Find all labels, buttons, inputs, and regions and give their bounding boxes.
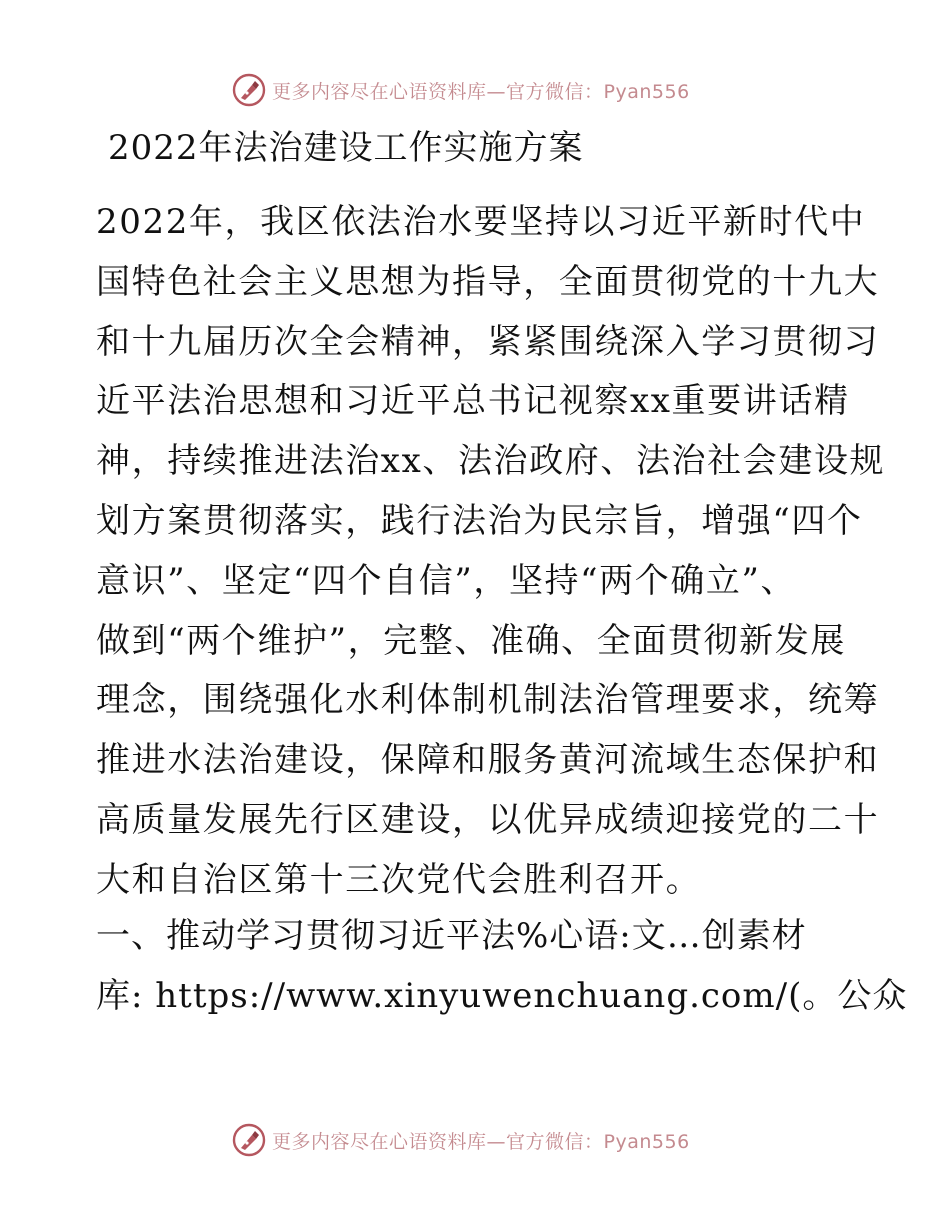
paragraph-line: 理念，围绕强化水利体制机制法治管理要求，统筹 [96,680,880,721]
intro-paragraph [96,193,886,911]
paragraph-line: 大和自治区第十三次党代会胜利召开。 [96,859,702,900]
paragraph-line: 国特色社会主义思想为指导，全面贯彻党的十九大 [96,261,880,302]
paragraph-line: 神，持续推进法治xx、法治政府、法治社会建设规 [96,441,886,482]
paragraph-line: 2022年，我区依法治水要坚持以习近平新时代中 [96,202,866,242]
document-title: 2022年法治建设工作实施方案 [108,128,584,168]
paragraph-line: 做到“两个维护”，完整、准确、全面贯彻新发展 [96,620,846,661]
watermark-banner-bottom [232,1122,690,1158]
pen-nib-logo-icon [232,1123,266,1157]
section-line: 一、推动学习贯彻习近平法%心语:文…创素材 [96,916,807,956]
watermark-banner-top [232,72,690,108]
pen-nib-logo-icon [232,73,266,107]
paragraph-line: 和十九届历次全会精神，紧紧围绕深入学习贯彻习 [96,321,880,362]
paragraph-line: 近平法治思想和习近平总书记视察xx重要讲话精 [96,381,850,422]
paragraph-line: 推进水法治建设，保障和服务黄河流域生态保护和 [96,740,880,781]
paragraph-line: 意识”、坚定“四个自信”，坚持“两个确立”、 [96,560,797,601]
section-one-heading [96,907,908,1027]
watermark-text: 更多内容尽在心语资料库—官方微信：Pyan556 [272,80,690,103]
section-line: 库: https://www.xinyuwenchuang.com/(。公众 [96,975,908,1016]
watermark-text: 更多内容尽在心语资料库—官方微信：Pyan556 [272,1130,690,1153]
paragraph-line: 划方案贯彻落实，践行法治为民宗旨，增强“四个 [96,500,863,541]
paragraph-line: 高质量发展先行区建设，以优异成绩迎接党的二十 [96,799,880,840]
